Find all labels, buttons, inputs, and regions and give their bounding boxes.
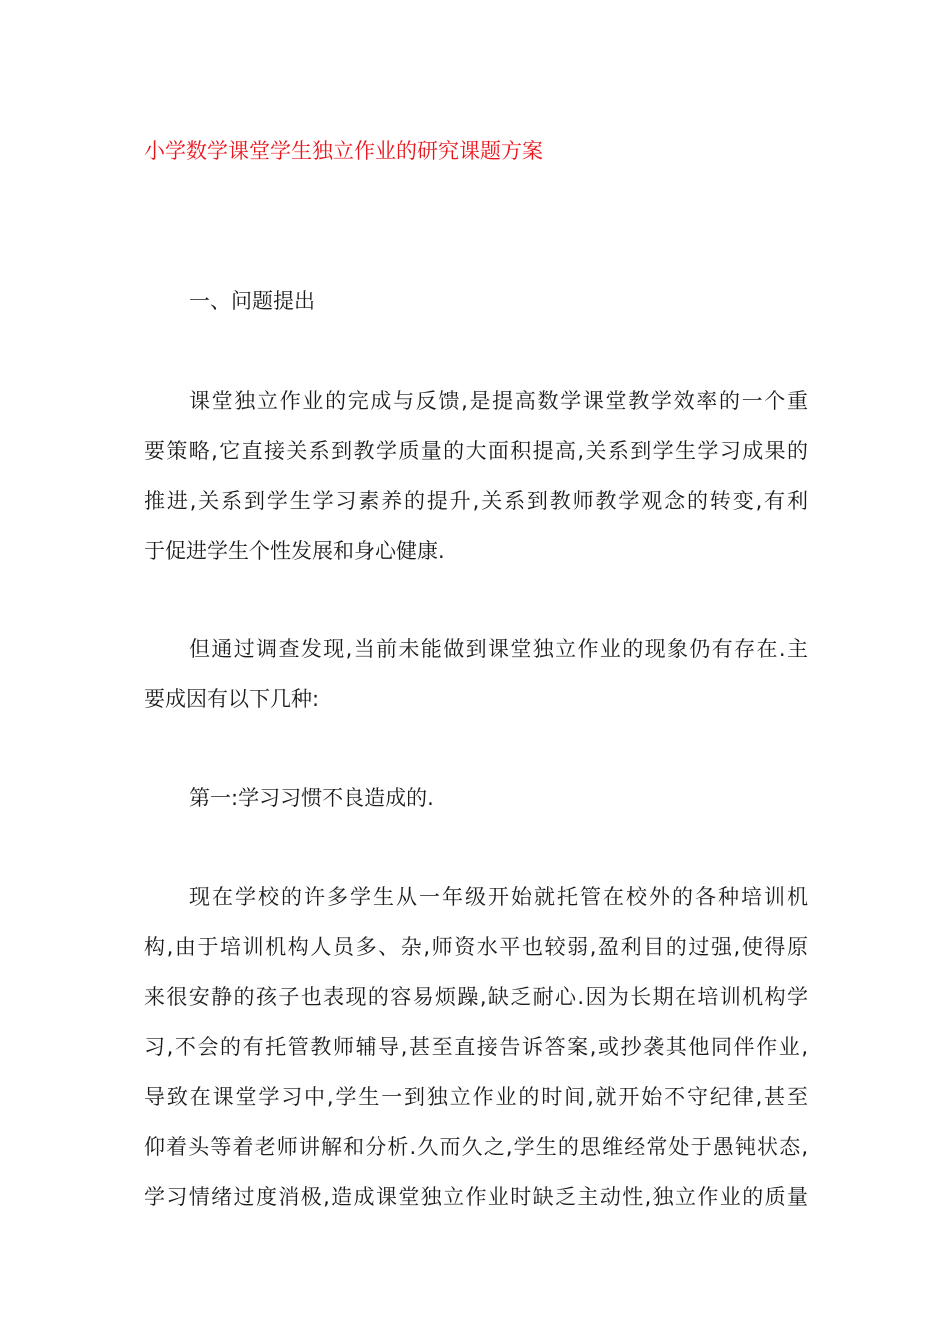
- paragraph-detail: [144, 880, 808, 1230]
- paragraph-line: 要策略,它直接关系到教学质量的大面积提高,关系到学生学习成果的: [144, 439, 808, 463]
- paragraph-line: 学习情绪过度消极,造成课堂独立作业时缺乏主动性,独立作业的质量: [144, 1185, 808, 1209]
- paragraph-line: 课堂独立作业的完成与反馈,是提高数学课堂教学效率的一个重: [189, 389, 808, 413]
- paragraph-survey: [144, 632, 808, 732]
- paragraph-line: 习,不会的有托管教师辅导,甚至直接告诉答案,或抄袭其他同伴作业,: [144, 1035, 808, 1059]
- paragraph-first-cause: [144, 781, 808, 831]
- paragraph-line: 仰着头等着老师讲解和分析.久而久之,学生的思维经常处于愚钝状态,: [144, 1135, 808, 1159]
- paragraph-line: 要成因有以下几种:: [144, 687, 320, 711]
- section-heading: 一、问题提出: [189, 289, 315, 313]
- paragraph-importance: [144, 384, 808, 584]
- paragraph-line: 推进,关系到学生学习素养的提升,关系到教师教学观念的转变,有利: [144, 489, 808, 513]
- paragraph-line: 导致在课堂学习中,学生一到独立作业的时间,就开始不守纪律,甚至: [144, 1085, 808, 1109]
- paragraph-line: 但通过调查发现,当前未能做到课堂独立作业的现象仍有存在.主: [189, 637, 808, 661]
- paragraph-line: 来很安静的孩子也表现的容易烦躁,缺乏耐心.因为长期在培训机构学: [144, 985, 808, 1009]
- paragraph-line: 现在学校的许多学生从一年级开始就托管在校外的各种培训机: [189, 885, 808, 909]
- paragraph-line: 第一:学习习惯不良造成的.: [189, 786, 434, 810]
- paragraph-line: 于促进学生个性发展和身心健康.: [144, 539, 445, 563]
- paragraph-line: 构,由于培训机构人员多、杂,师资水平也较弱,盈利目的过强,使得原: [144, 935, 808, 959]
- document-title: 小学数学课堂学生独立作业的研究课题方案: [144, 139, 543, 163]
